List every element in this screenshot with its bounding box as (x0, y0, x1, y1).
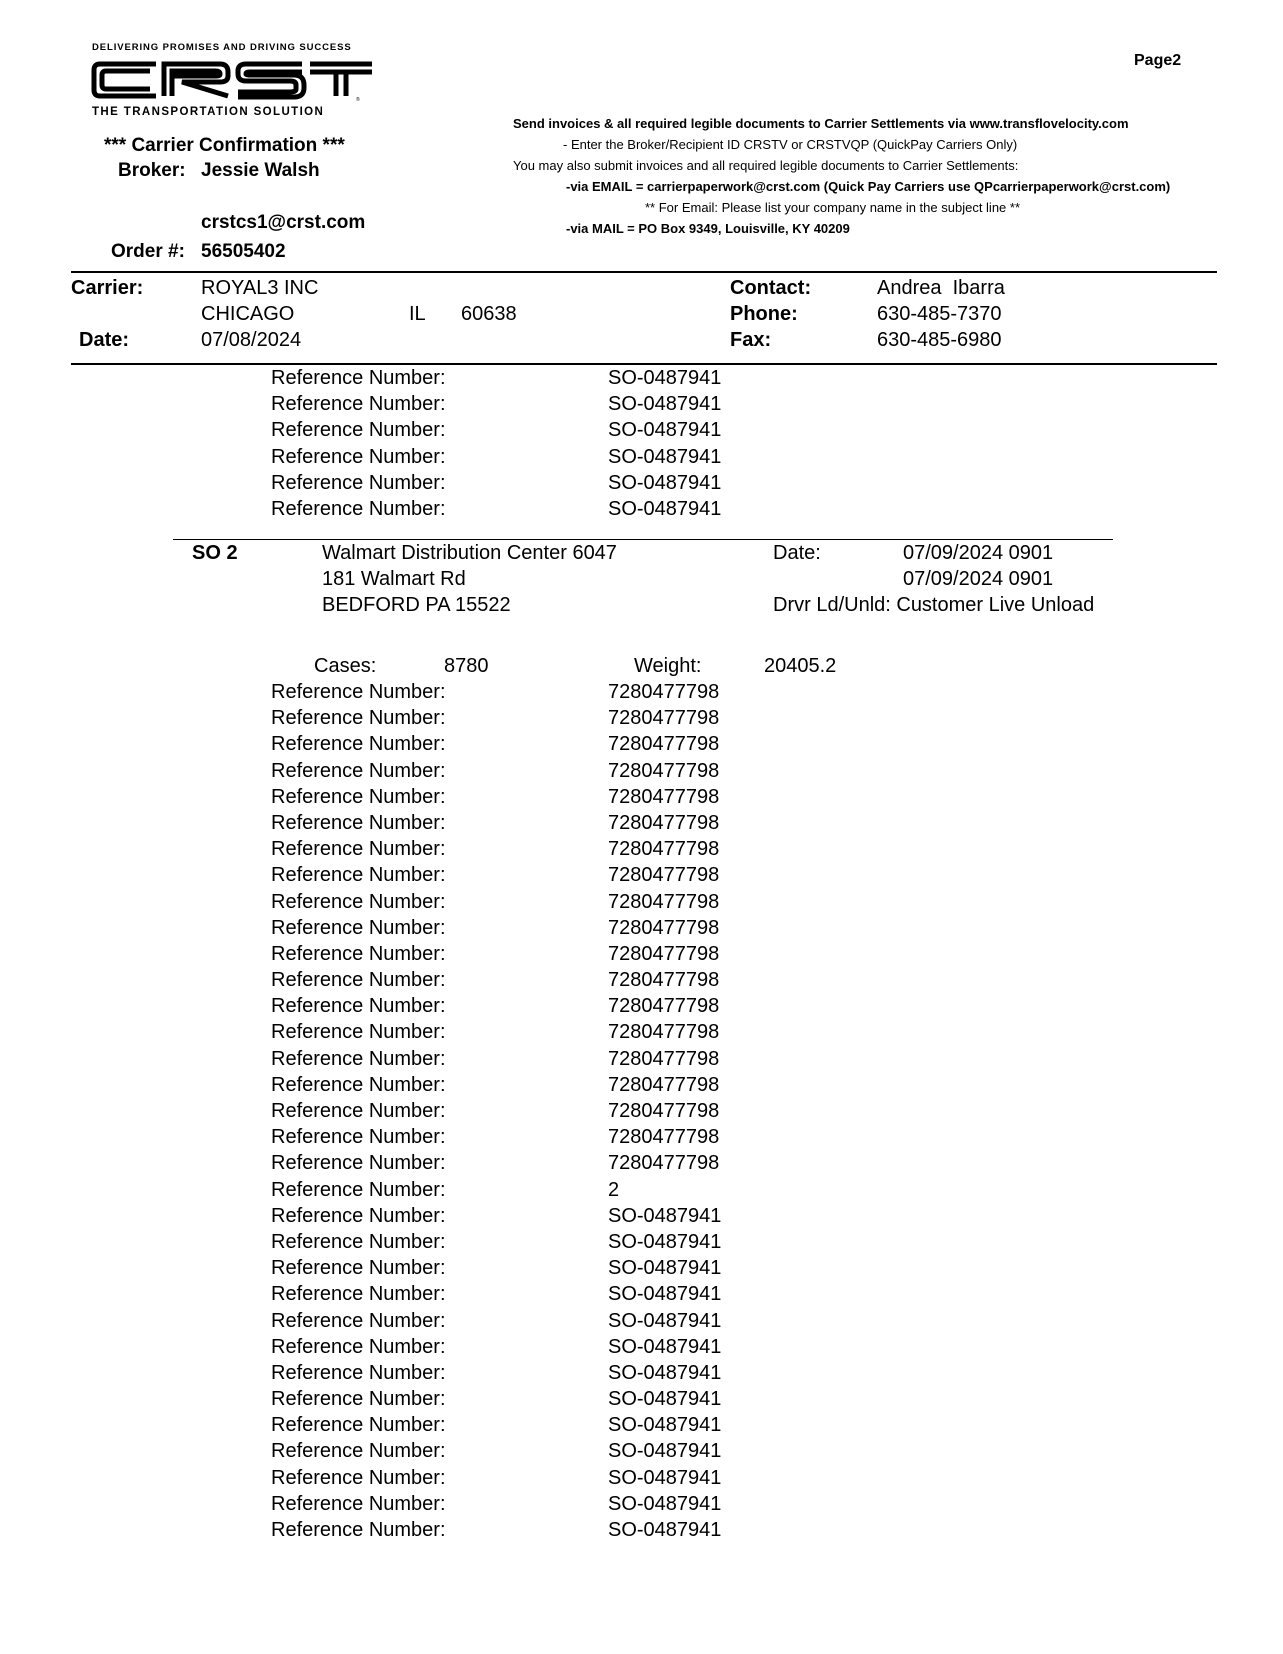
confirmation-title: *** Carrier Confirmation *** (104, 135, 345, 156)
reference-value: 7280477798 (608, 864, 720, 887)
reference-value: SO-0487941 (608, 471, 722, 494)
instruction-line: -via EMAIL = carrierpaperwork@crst.com (Quick Pay Carriers use QPcarrierpaperwork@crst.com) (566, 179, 1171, 194)
fax-label: Fax: (730, 329, 772, 351)
reference-value: SO-0487941 (608, 393, 722, 416)
reference-value: SO-0487941 (608, 1283, 722, 1306)
date-label: Date: (79, 329, 130, 351)
cases-label: Cases: (314, 655, 377, 677)
cases-value: 8780 (444, 655, 489, 677)
stop-date: 07/09/2024 0901 (903, 542, 1054, 564)
reference-label: Reference Number: (271, 1283, 446, 1306)
reference-value: SO-0487941 (608, 367, 722, 389)
reference-label: Reference Number: (271, 419, 446, 442)
reference-label: Reference Number: (271, 1335, 446, 1358)
reference-label: Reference Number: (271, 942, 446, 965)
reference-value: SO-0487941 (608, 419, 722, 442)
carrier-zip: 60638 (461, 303, 517, 325)
logo-subtitle: THE TRANSPORTATION SOLUTION (92, 106, 325, 118)
reference-value: SO-0487941 (608, 445, 722, 468)
reference-label: Reference Number: (271, 916, 446, 939)
instruction-line: ** For Email: Please list your company name in the subject line ** (645, 200, 1021, 215)
reference-value: 7280477798 (608, 785, 720, 808)
svg-text:®: ® (356, 97, 360, 102)
reference-label: Reference Number: (271, 969, 446, 992)
instruction-line: Send invoices & all required legible documents to Carrier Settlements via www.transflovelocity.com (513, 116, 1129, 131)
reference-value: SO-0487941 (608, 1492, 722, 1515)
reference-value: SO-0487941 (608, 497, 722, 520)
reference-label: Reference Number: (271, 707, 446, 730)
stop-divider (173, 539, 1113, 540)
stop-city-state-zip: BEDFORD PA 15522 (322, 594, 511, 616)
fax-value: 630-485-6980 (877, 329, 1002, 351)
stop-date: 07/09/2024 0901 (903, 568, 1054, 590)
contact-label: Contact: (730, 277, 812, 299)
reference-value: 7280477798 (608, 1047, 720, 1070)
broker-name: Jessie Walsh (201, 160, 320, 181)
reference-value: SO-0487941 (608, 1519, 722, 1541)
instruction-line: You may also submit invoices and all required legible documents to Carrier Settlements: (513, 158, 1019, 173)
reference-label: Reference Number: (271, 811, 446, 834)
instruction-line: - Enter the Broker/Recipient ID CRSTV or CRSTVQP (QuickPay Carriers Only) (563, 137, 1018, 152)
reference-value: 7280477798 (608, 838, 720, 861)
order-label: Order #: (111, 241, 185, 262)
reference-label: Reference Number: (271, 681, 446, 703)
reference-value: 7280477798 (608, 942, 720, 965)
reference-label: Reference Number: (271, 1047, 446, 1070)
reference-value: SO-0487941 (608, 1440, 722, 1463)
reference-value: 7280477798 (608, 969, 720, 992)
reference-value: SO-0487941 (608, 1388, 722, 1411)
reference-label: Reference Number: (271, 1100, 446, 1122)
reference-label: Reference Number: (271, 1178, 446, 1201)
reference-label: Reference Number: (271, 890, 446, 913)
reference-value: 7280477798 (608, 681, 720, 703)
broker-label: Broker: (118, 160, 186, 181)
carrier-city: CHICAGO (201, 303, 295, 325)
reference-value: 7280477798 (608, 759, 720, 782)
reference-label: Reference Number: (271, 1073, 446, 1096)
reference-value: 7280477798 (608, 916, 720, 939)
reference-value: SO-0487941 (608, 1361, 722, 1384)
reference-label: Reference Number: (271, 1230, 446, 1253)
reference-label: Reference Number: (271, 1257, 446, 1280)
reference-label: Reference Number: (271, 1204, 446, 1227)
reference-value: SO-0487941 (608, 1309, 722, 1332)
date-value: 07/08/2024 (201, 329, 302, 351)
weight-value: 20405.2 (764, 655, 837, 677)
weight-label: Weight: (634, 655, 702, 677)
reference-value: SO-0487941 (608, 1257, 722, 1280)
reference-label: Reference Number: (271, 471, 446, 494)
reference-label: Reference Number: (271, 1152, 446, 1175)
reference-value: 7280477798 (608, 1152, 720, 1175)
reference-label: Reference Number: (271, 1388, 446, 1411)
reference-label: Reference Number: (271, 1466, 446, 1489)
reference-label: Reference Number: (271, 1414, 446, 1437)
reference-label: Reference Number: (271, 785, 446, 808)
stop-id: SO 2 (192, 542, 238, 564)
stop-name: Walmart Distribution Center 6047 (322, 542, 617, 564)
reference-value: 7280477798 (608, 890, 720, 913)
reference-label: Reference Number: (271, 1309, 446, 1332)
stop-date-label: Date: (773, 542, 821, 564)
reference-value: 7280477798 (608, 1100, 720, 1122)
reference-label: Reference Number: (271, 759, 446, 782)
carrier-label: Carrier: (71, 277, 144, 299)
phone-value: 630-485-7370 (877, 303, 1002, 325)
reference-label: Reference Number: (271, 1440, 446, 1463)
reference-label: Reference Number: (271, 445, 446, 468)
reference-label: Reference Number: (271, 497, 446, 520)
reference-value: 7280477798 (608, 1021, 720, 1044)
reference-value: SO-0487941 (608, 1466, 722, 1489)
reference-label: Reference Number: (271, 1519, 446, 1541)
reference-value: 7280477798 (608, 995, 720, 1018)
reference-label: Reference Number: (271, 864, 446, 887)
reference-label: Reference Number: (271, 1021, 446, 1044)
reference-value: SO-0487941 (608, 1230, 722, 1253)
reference-value: 7280477798 (608, 1126, 720, 1149)
reference-label: Reference Number: (271, 1492, 446, 1515)
driver-load-unload: Drvr Ld/Unld: Customer Live Unload (773, 594, 1095, 616)
phone-label: Phone: (730, 303, 798, 325)
reference-label: Reference Number: (271, 367, 446, 389)
divider (71, 271, 1217, 273)
page-number: Page2 (1134, 52, 1182, 69)
order-number: 56505402 (201, 241, 286, 262)
carrier-name: ROYAL3 INC (201, 277, 319, 299)
reference-value: SO-0487941 (608, 1414, 722, 1437)
logo-tagline: DELIVERING PROMISES AND DRIVING SUCCESS (92, 42, 352, 53)
broker-email: crstcs1@crst.com (201, 212, 366, 233)
reference-label: Reference Number: (271, 1361, 446, 1384)
crst-logo (90, 58, 376, 102)
stop-address: 181 Walmart Rd (322, 568, 466, 590)
reference-value: 7280477798 (608, 733, 720, 756)
reference-value: SO-0487941 (608, 1204, 722, 1227)
contact-name: Andrea Ibarra (877, 277, 1005, 299)
reference-label: Reference Number: (271, 1126, 446, 1149)
reference-label: Reference Number: (271, 995, 446, 1018)
instruction-line: -via MAIL = PO Box 9349, Louisville, KY 40209 (566, 221, 850, 236)
reference-value: 7280477798 (608, 707, 720, 730)
carrier-state: IL (409, 303, 426, 325)
reference-value: 7280477798 (608, 811, 720, 834)
reference-value: 2 (608, 1178, 620, 1201)
reference-value: 7280477798 (608, 1073, 720, 1096)
reference-label: Reference Number: (271, 838, 446, 861)
reference-label: Reference Number: (271, 393, 446, 416)
reference-value: SO-0487941 (608, 1335, 722, 1358)
reference-label: Reference Number: (271, 733, 446, 756)
